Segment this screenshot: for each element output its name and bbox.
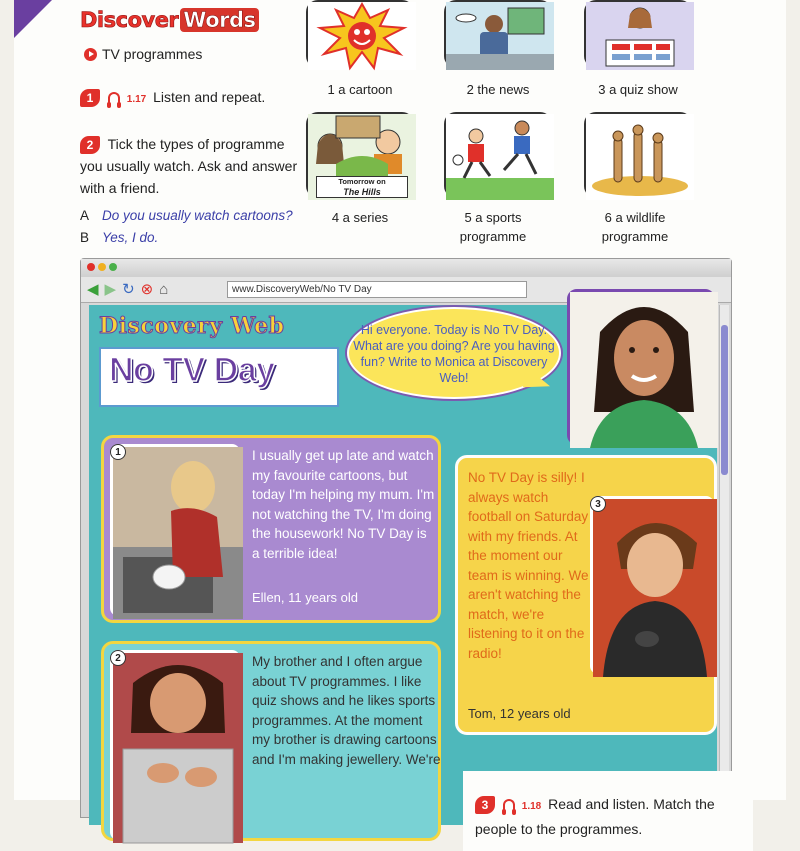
- speech-bubble: Hi everyone. Today is No TV Day. What are you doing? Are you having fun? Write to Monica at Discovery Web!: [347, 307, 561, 399]
- maximize-window-icon[interactable]: [109, 263, 117, 271]
- site-name: Discovery Web: [99, 313, 285, 339]
- close-window-icon[interactable]: [87, 263, 95, 271]
- ellen-photo: 1: [110, 444, 240, 616]
- headphones-icon: [108, 92, 120, 105]
- browser-window: [80, 258, 732, 837]
- headphones-icon: [503, 799, 515, 812]
- home-icon[interactable]: ⌂: [159, 281, 169, 298]
- post-author: Tom, 12 years old: [468, 706, 571, 721]
- wildlife-picture: [584, 112, 692, 198]
- quiz-show-picture: [584, 0, 692, 68]
- girl-making-jewellery-photo: 2: [110, 650, 240, 840]
- post-card-3: [455, 455, 717, 735]
- track-number: 1.17: [126, 94, 147, 105]
- web-page-content: [89, 305, 717, 837]
- stop-icon[interactable]: ⊗: [140, 281, 154, 298]
- post-text: My brother and I often argue about TV programmes. I like quiz shows and he likes sports programmes. At the moment my brother is drawing cartoons and I'm making jewellery. We're: [252, 654, 441, 767]
- post-author: Ellen, 11 years old: [252, 590, 358, 605]
- exercise-instruction: Read and listen. Match the people to the programmes.: [475, 796, 715, 837]
- news-picture: [444, 0, 552, 68]
- exercise-number: 2: [80, 136, 100, 154]
- section-title: Discover Words: [80, 8, 259, 32]
- back-arrow-icon[interactable]: ◀: [87, 281, 99, 298]
- sports-picture: [444, 112, 552, 198]
- exercise-number: 3: [475, 796, 495, 814]
- refresh-icon[interactable]: ↻: [122, 281, 135, 298]
- vertical-scrollbar[interactable]: [719, 305, 729, 825]
- programme-label: 5 a sports programme: [459, 210, 527, 244]
- post-text: I usually get up late and watch my favourite cartoons, but today I'm helping my mum. I'm not watching the TV, I'm doing the housework! No TV Day is a terrible idea!: [252, 448, 435, 561]
- exercise-1: [80, 86, 265, 111]
- textbook-page: [14, 0, 786, 837]
- programme-label: 2 the news: [466, 82, 530, 97]
- play-icon: [84, 48, 97, 61]
- section-subtitle: TV programmes: [84, 46, 202, 62]
- monica-photo: [567, 289, 715, 445]
- cartoon-picture: [306, 0, 414, 68]
- minimize-window-icon[interactable]: [98, 263, 106, 271]
- address-bar[interactable]: www.DiscoveryWeb/No TV Day: [227, 281, 527, 298]
- exercise-instruction: Tick the types of programme you usually watch. Ask and answer with a friend.: [80, 136, 298, 196]
- exercise-2: [80, 133, 310, 199]
- programme-label: 4 a series: [331, 210, 389, 225]
- page-title: No TV Day: [109, 351, 275, 389]
- browser-title-bar: [81, 259, 731, 277]
- exercise-number: 1: [80, 89, 100, 107]
- programme-label: 1 a cartoon: [327, 82, 393, 97]
- programme-label: 3 a quiz show: [598, 82, 678, 97]
- series-sign: Tomorrow on The Hills: [316, 176, 408, 198]
- post-card-1: [101, 435, 441, 623]
- tom-photo: 3: [590, 496, 714, 674]
- post-text: No TV Day is silly! I always watch football on Saturday with my friends. At the moment our team is winning. We aren't watching the match, we're listening to it on the radio!: [468, 470, 589, 661]
- page-corner-tab: [14, 0, 52, 38]
- scrollbar-thumb[interactable]: [721, 325, 728, 475]
- window-controls: [87, 263, 117, 271]
- forward-arrow-icon[interactable]: ▶: [104, 281, 117, 298]
- exercise-3: [463, 771, 753, 851]
- track-number: 1.18: [521, 801, 542, 812]
- dialogue-line: A Do you usually watch cartoons?: [80, 208, 293, 223]
- dialogue: [80, 205, 293, 249]
- series-picture: [306, 112, 414, 198]
- exercise-instruction: Listen and repeat.: [153, 89, 266, 105]
- programme-label: 6 a wildlife programme: [601, 210, 669, 244]
- dialogue-line: B Yes, I do.: [80, 230, 159, 245]
- browser-nav-buttons: [87, 281, 168, 299]
- post-card-2: [101, 641, 441, 841]
